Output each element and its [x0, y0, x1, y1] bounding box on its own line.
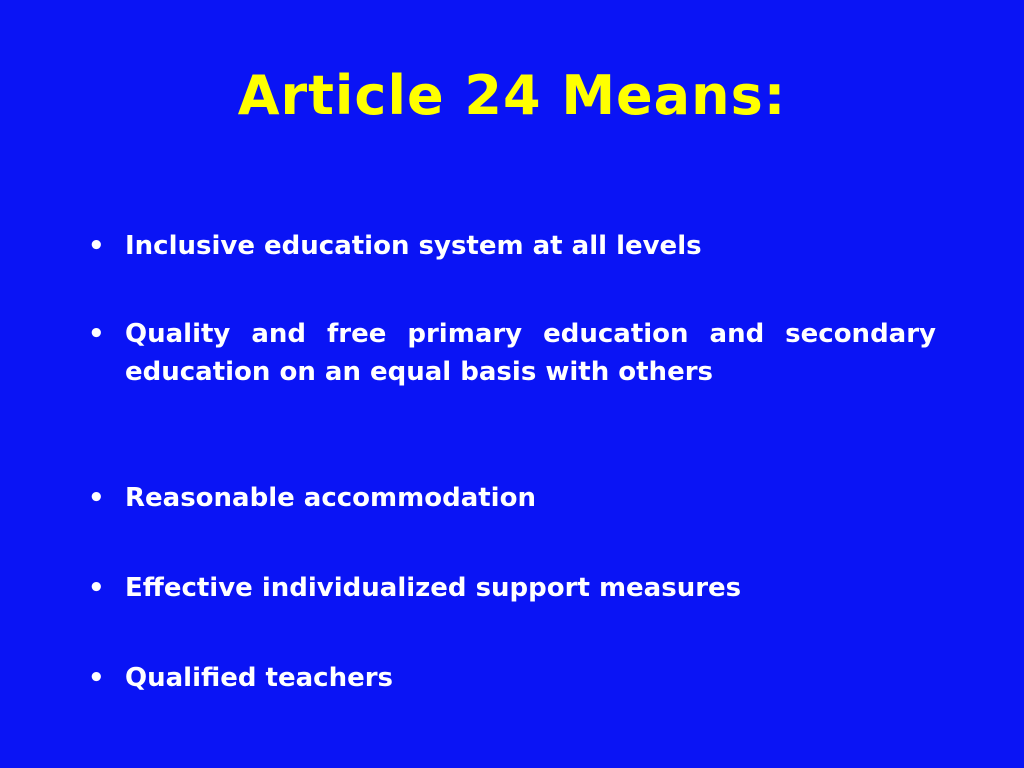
bullet-item-inclusive-education — [88, 227, 936, 265]
bullet-icon: • — [88, 483, 105, 513]
bullet-icon: • — [88, 663, 105, 693]
bullet-text: Quality and free primary education and secondary education on an equal basis with others — [125, 319, 936, 387]
bullet-item-quality-free-education — [88, 315, 936, 391]
bullet-item-qualified-teachers — [88, 659, 936, 697]
bullet-icon: • — [88, 573, 105, 603]
bullet-text: Inclusive education system at all levels — [125, 231, 702, 261]
bullet-icon: • — [88, 231, 105, 261]
bullet-item-reasonable-accommodation — [88, 479, 936, 517]
slide-title: Article 24 Means: — [237, 64, 787, 127]
bullet-text: Qualified teachers — [125, 663, 394, 693]
bullet-icon: • — [88, 319, 105, 349]
bullet-text: Effective individualized support measures — [125, 573, 742, 603]
bullet-text: Reasonable accommodation — [125, 483, 536, 513]
bullet-item-support-measures — [88, 569, 936, 607]
